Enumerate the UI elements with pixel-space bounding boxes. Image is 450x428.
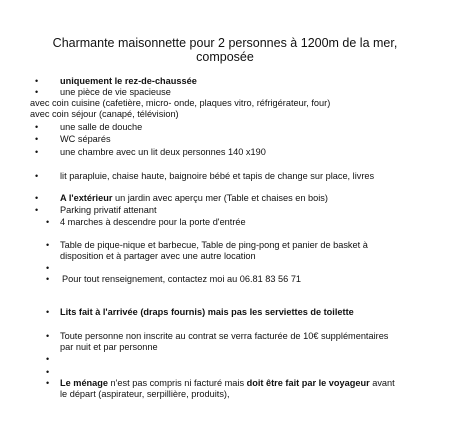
bullet: • xyxy=(35,87,39,97)
list-item-pingpong: Table de pique-nique et barbecue, Table de ping-pong et panier de basket à xyxy=(60,240,368,250)
bullet: • xyxy=(46,354,50,364)
list-item-sejour: avec coin séjour (canapé, télévision) xyxy=(30,109,179,119)
bullet: • xyxy=(35,193,39,203)
list-item-parking: Parking privatif attenant xyxy=(60,205,157,215)
bullet: • xyxy=(46,274,50,284)
title-line-2: composée xyxy=(196,50,254,64)
bullet: • xyxy=(46,378,50,388)
title-line-1: Charmante maisonnette pour 2 personnes à 1200m de la mer, xyxy=(52,36,398,50)
bullet: • xyxy=(35,171,39,181)
list-item-text: uniquement le rez-de-chaussée xyxy=(60,76,197,86)
bullet: • xyxy=(35,76,39,86)
list-item-chambre: une chambre avec un lit deux personnes 140 x190 xyxy=(60,147,266,157)
bullet: • xyxy=(46,240,50,250)
list-item-text: Lits fait à l'arrivée (draps fournis) mais pas les serviettes de toilette xyxy=(60,307,354,317)
list-item-supplement-cont: par nuit et par personne xyxy=(60,342,158,352)
list-item-exterieur xyxy=(60,193,328,204)
list-item-douche: une salle de douche xyxy=(60,122,143,132)
list-item-text: un jardin avec aperçu mer (Table et chaises en bois) xyxy=(112,193,328,203)
list-item-bold: doit être fait par le voyageur xyxy=(246,378,370,388)
list-item-menage-cont: le départ (aspirateur, serpillière, produits), xyxy=(60,389,230,399)
list-item-bebe: lit parapluie, chaise haute, baignoire bébé et tapis de change sur place, livres xyxy=(60,171,375,181)
list-item-supplement: Toute personne non inscrite au contrat se verra facturée de 10€ supplémentaires xyxy=(60,331,389,341)
list-item-rdc xyxy=(60,76,197,87)
list-item-pingpong-cont: disposition et à partager avec une autre location xyxy=(60,251,256,261)
bullet: • xyxy=(35,122,39,132)
bullet: • xyxy=(35,147,39,157)
list-item-wc: WC séparés xyxy=(60,134,111,144)
bullet: • xyxy=(46,307,50,317)
bullet: • xyxy=(46,217,50,227)
list-item-text: n'est pas compris ni facturé mais xyxy=(108,378,247,388)
bullet: • xyxy=(35,205,39,215)
bullet: • xyxy=(46,367,50,377)
list-item-lits xyxy=(60,307,354,318)
list-item-marches: 4 marches à descendre pour la porte d'entrée xyxy=(60,217,246,227)
list-item-piece: une pièce de vie spacieuse xyxy=(60,87,171,97)
bullet: • xyxy=(46,263,50,273)
list-item-bold: Le ménage xyxy=(60,378,108,388)
list-item-cuisine: avec coin cuisine (cafetière, micro- onde, plaques vitro, réfrigérateur, four) xyxy=(30,98,331,108)
list-item-bold: A l'extérieur xyxy=(60,193,113,203)
bullet: • xyxy=(35,134,39,144)
list-item-text: avant xyxy=(369,378,395,388)
list-item-contact: Pour tout renseignement, contactez moi au 06.81 83 56 71 xyxy=(62,274,302,284)
bullet: • xyxy=(46,331,50,341)
list-item-menage xyxy=(60,378,395,389)
